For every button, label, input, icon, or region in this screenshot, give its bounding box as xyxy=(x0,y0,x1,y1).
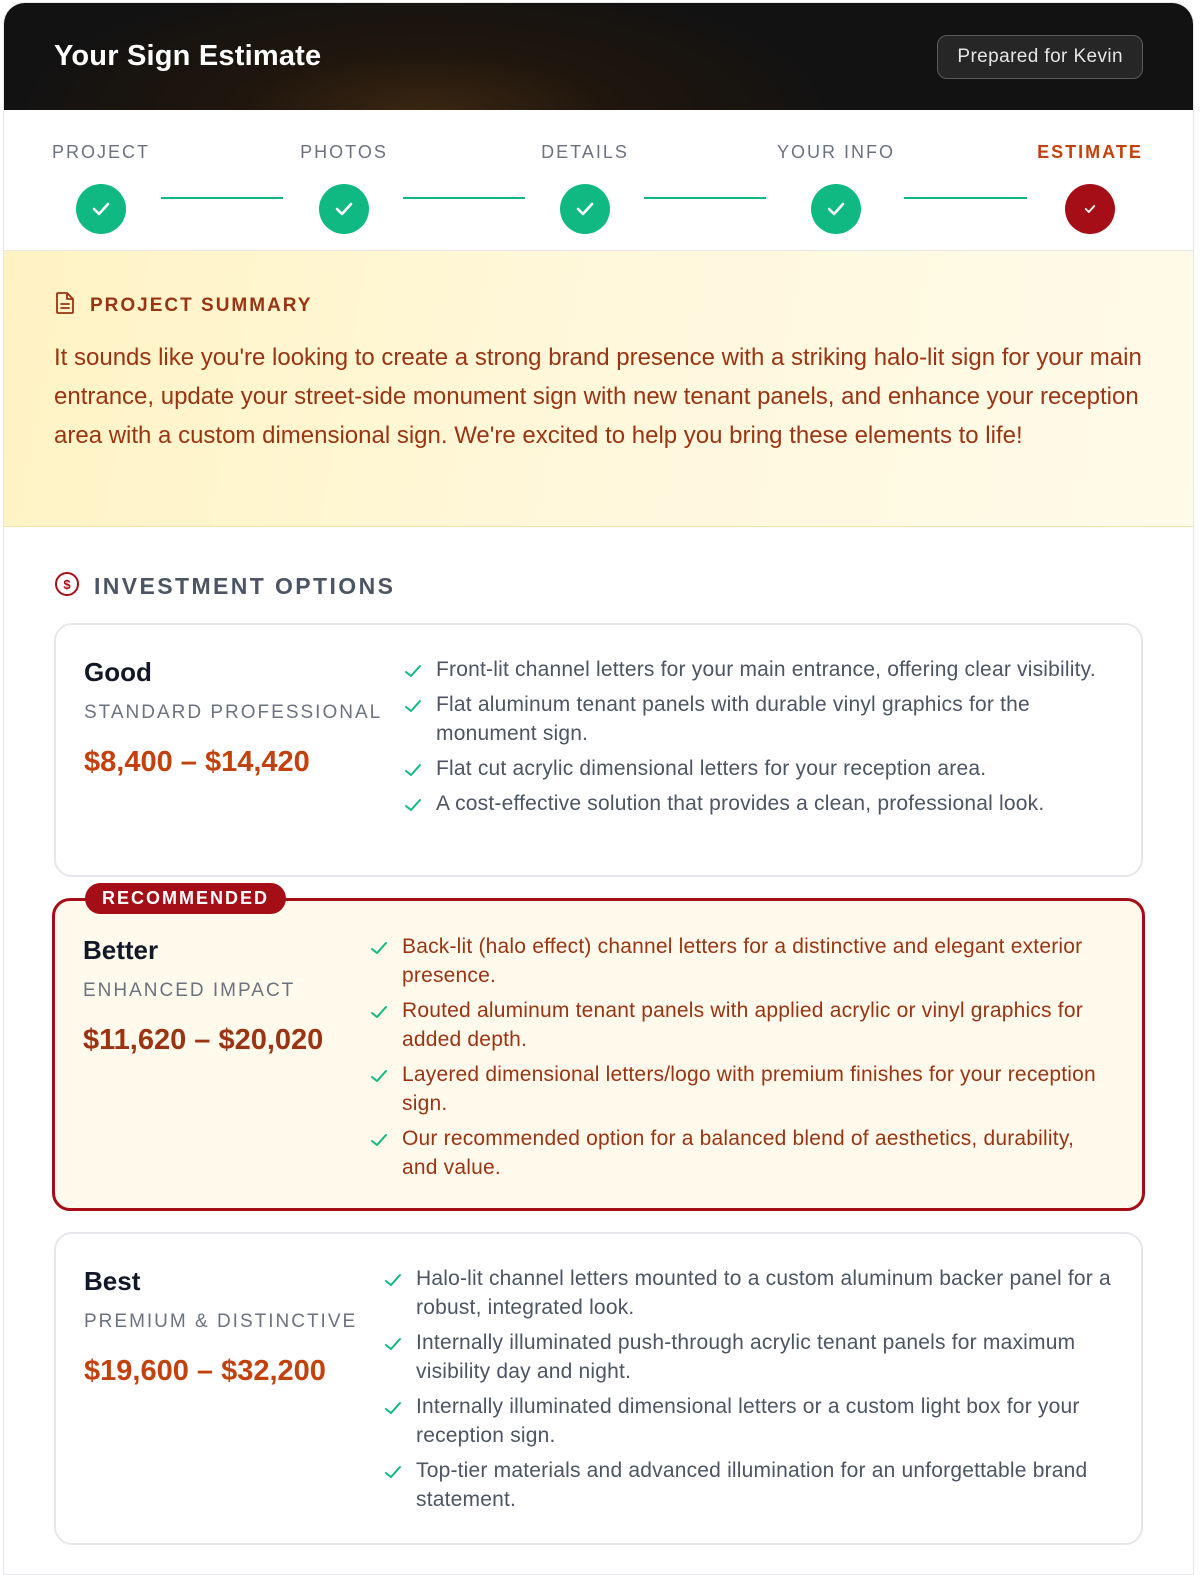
step-connector xyxy=(644,197,766,199)
check-icon xyxy=(76,184,126,234)
price-range: $8,400 – $14,420 xyxy=(84,746,310,778)
summary-title: PROJECT SUMMARY xyxy=(90,294,313,316)
summary-header xyxy=(54,291,1143,320)
step-label: YOUR INFO xyxy=(776,142,895,162)
option-card-best[interactable] xyxy=(54,1232,1143,1545)
progress-stepper xyxy=(4,110,1193,251)
tier-name: Better xyxy=(83,935,159,965)
tier-subtitle: ENHANCED IMPACT xyxy=(83,980,296,1001)
step-label: DETAILS xyxy=(541,142,629,162)
price-range: $11,620 – $20,020 xyxy=(83,1024,324,1056)
step-label: PHOTOS xyxy=(300,142,388,162)
svg-text:$: $ xyxy=(63,577,71,592)
recommended-badge: RECOMMENDED xyxy=(85,883,286,914)
list-item: Layered dimensional letters/logo with premium finishes for your reception sign. xyxy=(370,1060,1110,1118)
step-label: PROJECT xyxy=(51,142,150,162)
list-item: Halo-lit channel letters mounted to a custom aluminum backer panel for a robust, integrated look. xyxy=(384,1264,1119,1322)
feature-list xyxy=(384,1264,1119,1520)
feature-list xyxy=(370,932,1110,1188)
step-photos[interactable] xyxy=(244,142,444,234)
step-connector xyxy=(161,197,283,199)
option-info xyxy=(84,1266,357,1388)
check-icon xyxy=(384,1459,402,1488)
check-icon xyxy=(370,935,388,964)
check-icon xyxy=(811,184,861,234)
estimate-page xyxy=(3,2,1194,1575)
document-icon xyxy=(54,291,76,320)
list-item: Flat cut acrylic dimensional letters for your reception area. xyxy=(404,754,1104,783)
check-icon xyxy=(404,757,422,786)
check-icon xyxy=(404,658,422,687)
list-item: Front-lit channel letters for your main entrance, offering clear visibility. xyxy=(404,655,1104,684)
tier-name: Good xyxy=(84,657,152,687)
price-range: $19,600 – $32,200 xyxy=(84,1355,326,1387)
option-info xyxy=(83,935,323,1057)
tier-subtitle: PREMIUM & DISTINCTIVE xyxy=(84,1311,358,1332)
option-info xyxy=(84,657,382,779)
check-icon xyxy=(560,184,610,234)
prepared-for-badge: Prepared for Kevin xyxy=(937,35,1143,79)
option-card-better[interactable] xyxy=(52,888,1145,1211)
tier-name: Best xyxy=(84,1266,141,1296)
option-card-good[interactable] xyxy=(54,623,1143,877)
step-connector xyxy=(403,197,525,199)
header xyxy=(4,3,1193,110)
check-icon xyxy=(370,1063,388,1092)
step-estimate[interactable] xyxy=(990,142,1190,234)
list-item: Internally illuminated dimensional letters or a custom light box for your reception sign. xyxy=(384,1392,1119,1450)
step-your-info[interactable] xyxy=(736,142,936,234)
check-icon xyxy=(384,1395,402,1424)
list-item: Our recommended option for a balanced blend of aesthetics, durability, and value. xyxy=(370,1124,1110,1182)
check-icon xyxy=(384,1331,402,1360)
check-icon xyxy=(404,792,422,821)
list-item: Back-lit (halo effect) channel letters for a distinctive and elegant exterior presence. xyxy=(370,932,1110,990)
check-icon xyxy=(370,1127,388,1156)
list-item: Routed aluminum tenant panels with applied acrylic or vinyl graphics for added depth. xyxy=(370,996,1110,1054)
list-item: A cost-effective solution that provides a clean, professional look. xyxy=(404,789,1104,818)
list-item: Flat aluminum tenant panels with durable vinyl graphics for the monument sign. xyxy=(404,690,1104,748)
step-connector xyxy=(904,197,1027,199)
check-icon xyxy=(370,999,388,1028)
project-summary xyxy=(4,251,1193,527)
check-icon xyxy=(319,184,369,234)
check-icon xyxy=(404,693,422,722)
feature-list xyxy=(404,655,1104,824)
summary-text: It sounds like you're looking to create a strong brand presence with a striking halo-lit sign for your main entrance, update your street-side monument sign with new tenant panels, and enhance your reception area with a custom dimensional sign. We're excited to help you bring these elements to life! xyxy=(54,344,1142,449)
step-details[interactable] xyxy=(485,142,685,234)
step-label: ESTIMATE xyxy=(1037,142,1143,162)
list-item: Internally illuminated push-through acrylic tenant panels for maximum visibility day and night. xyxy=(384,1328,1119,1386)
step-project[interactable] xyxy=(3,142,201,234)
tier-subtitle: STANDARD PROFESSIONAL xyxy=(84,702,383,723)
investment-header xyxy=(4,527,1193,602)
check-icon xyxy=(1065,184,1115,234)
page-title: Your Sign Estimate xyxy=(54,40,322,72)
dollar-icon xyxy=(54,571,80,602)
investment-title: INVESTMENT OPTIONS xyxy=(94,573,396,599)
check-icon xyxy=(384,1267,402,1296)
list-item: Top-tier materials and advanced illumination for an unforgettable brand statement. xyxy=(384,1456,1119,1514)
